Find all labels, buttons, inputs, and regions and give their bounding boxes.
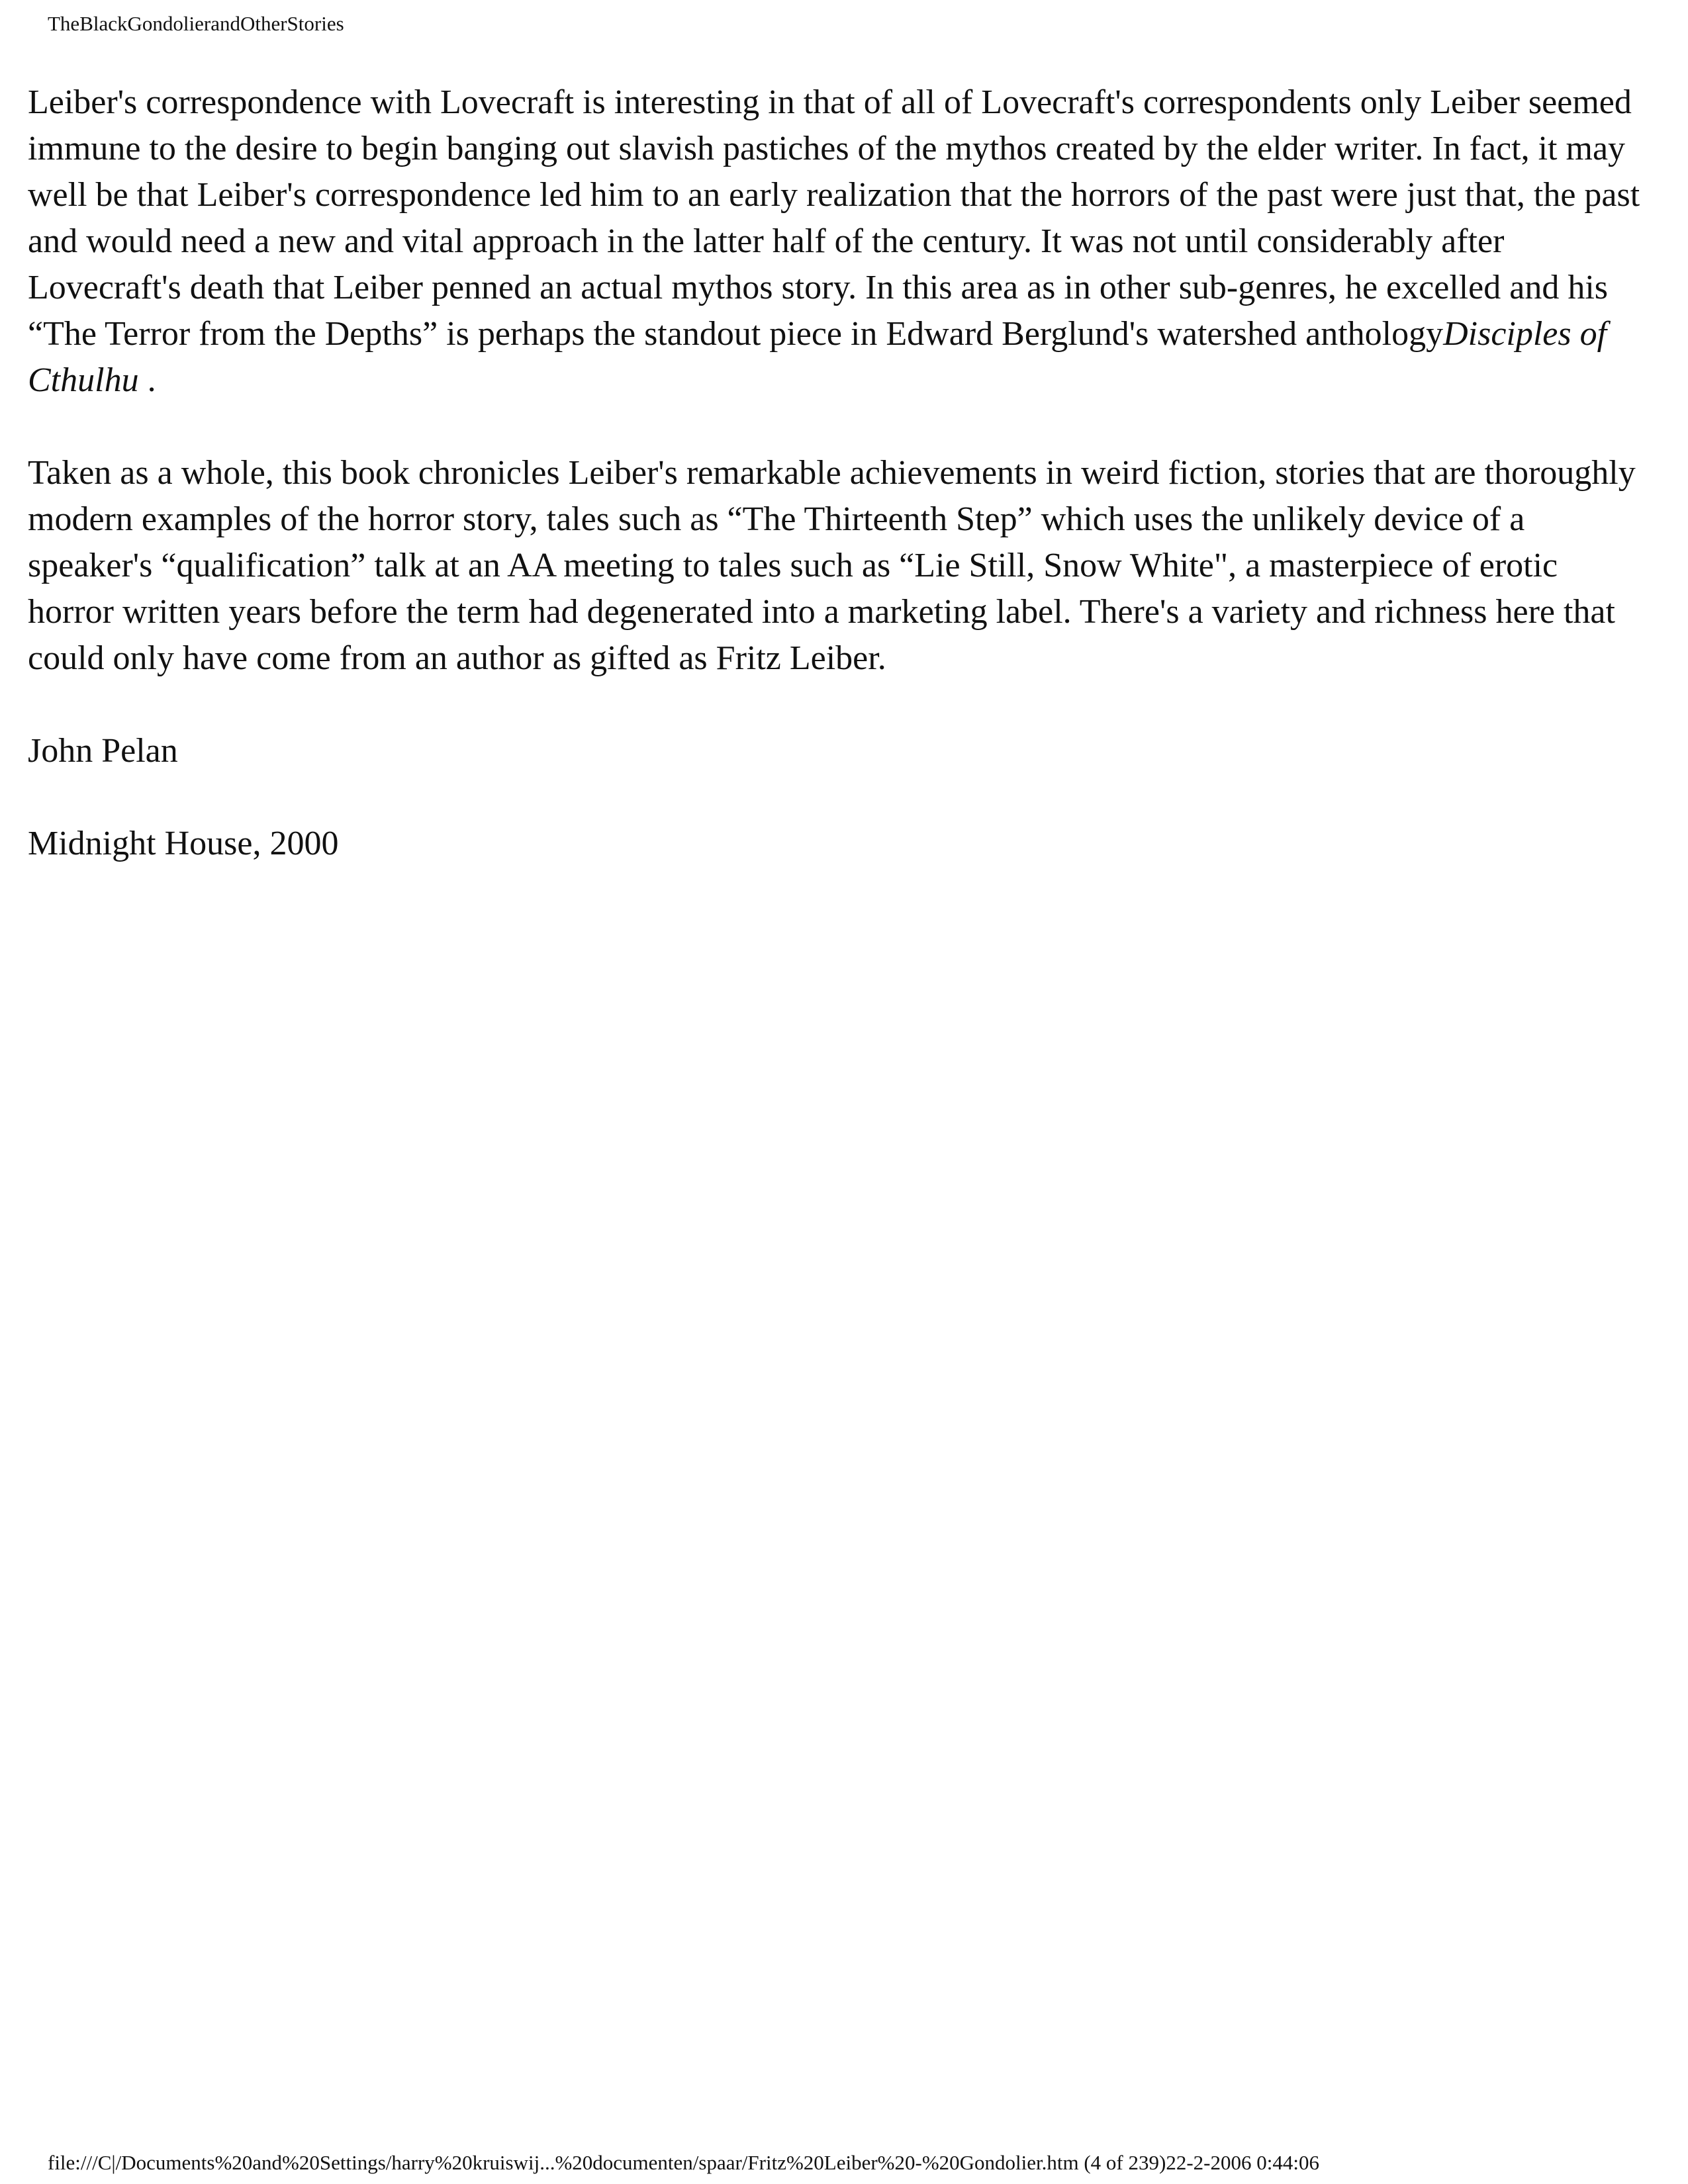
page-footer-path: file:///C|/Documents%20and%20Settings/harry%20kruiswij...%20documenten/spaar/Fritz%20Leiber%20-%20Gondolier.htm (4 of 239)22-2-2006 0:44:06 — [48, 2151, 1319, 2174]
page-header: TheBlackGondolierandOtherStories — [48, 12, 344, 35]
paragraph-1-text: Leiber's correspondence with Lovecraft is interesting in that of all of Lovecraft's correspondents only Leiber seemed immune to the desire to begin banging out slavish pastiches of the mythos created by the elder writer. In fact, it may well be that Leiber's correspondence led him to an early realization that the horrors of the past were just that, the past and would need a new and vital approach in the latter half of the century. It was not until considerably after Lovecraft's death that Leiber penned an actual mythos story. In this area as in other sub-genres, he excelled and his “The Terror from the Depths” is perhaps the standout piece in Edward Berglund's watershed anthology — [28, 83, 1640, 353]
paragraph-1-end: . — [138, 361, 156, 399]
document-body — [28, 79, 1643, 913]
paragraph-2: Taken as a whole, this book chronicles Leiber's remarkable achievements in weird fiction, stories that are thoroughly modern examples of the horror story, tales such as “The Thirteenth Step” which uses the unlikely device of a speaker's “qualification” talk at an AA meeting to tales such as “Lie Still, Snow White", a masterpiece of erotic horror written years before the term had degenerated into a marketing label. There's a variety and richness here that could only have come from an author as gifted as Fritz Leiber. — [28, 454, 1636, 677]
signature-place-date: Midnight House, 2000 — [28, 825, 339, 862]
book-title-italic: Disciples of Cthulhu — [28, 315, 1607, 399]
paragraph-1 — [28, 79, 1643, 404]
signature-name: John Pelan — [28, 732, 178, 770]
